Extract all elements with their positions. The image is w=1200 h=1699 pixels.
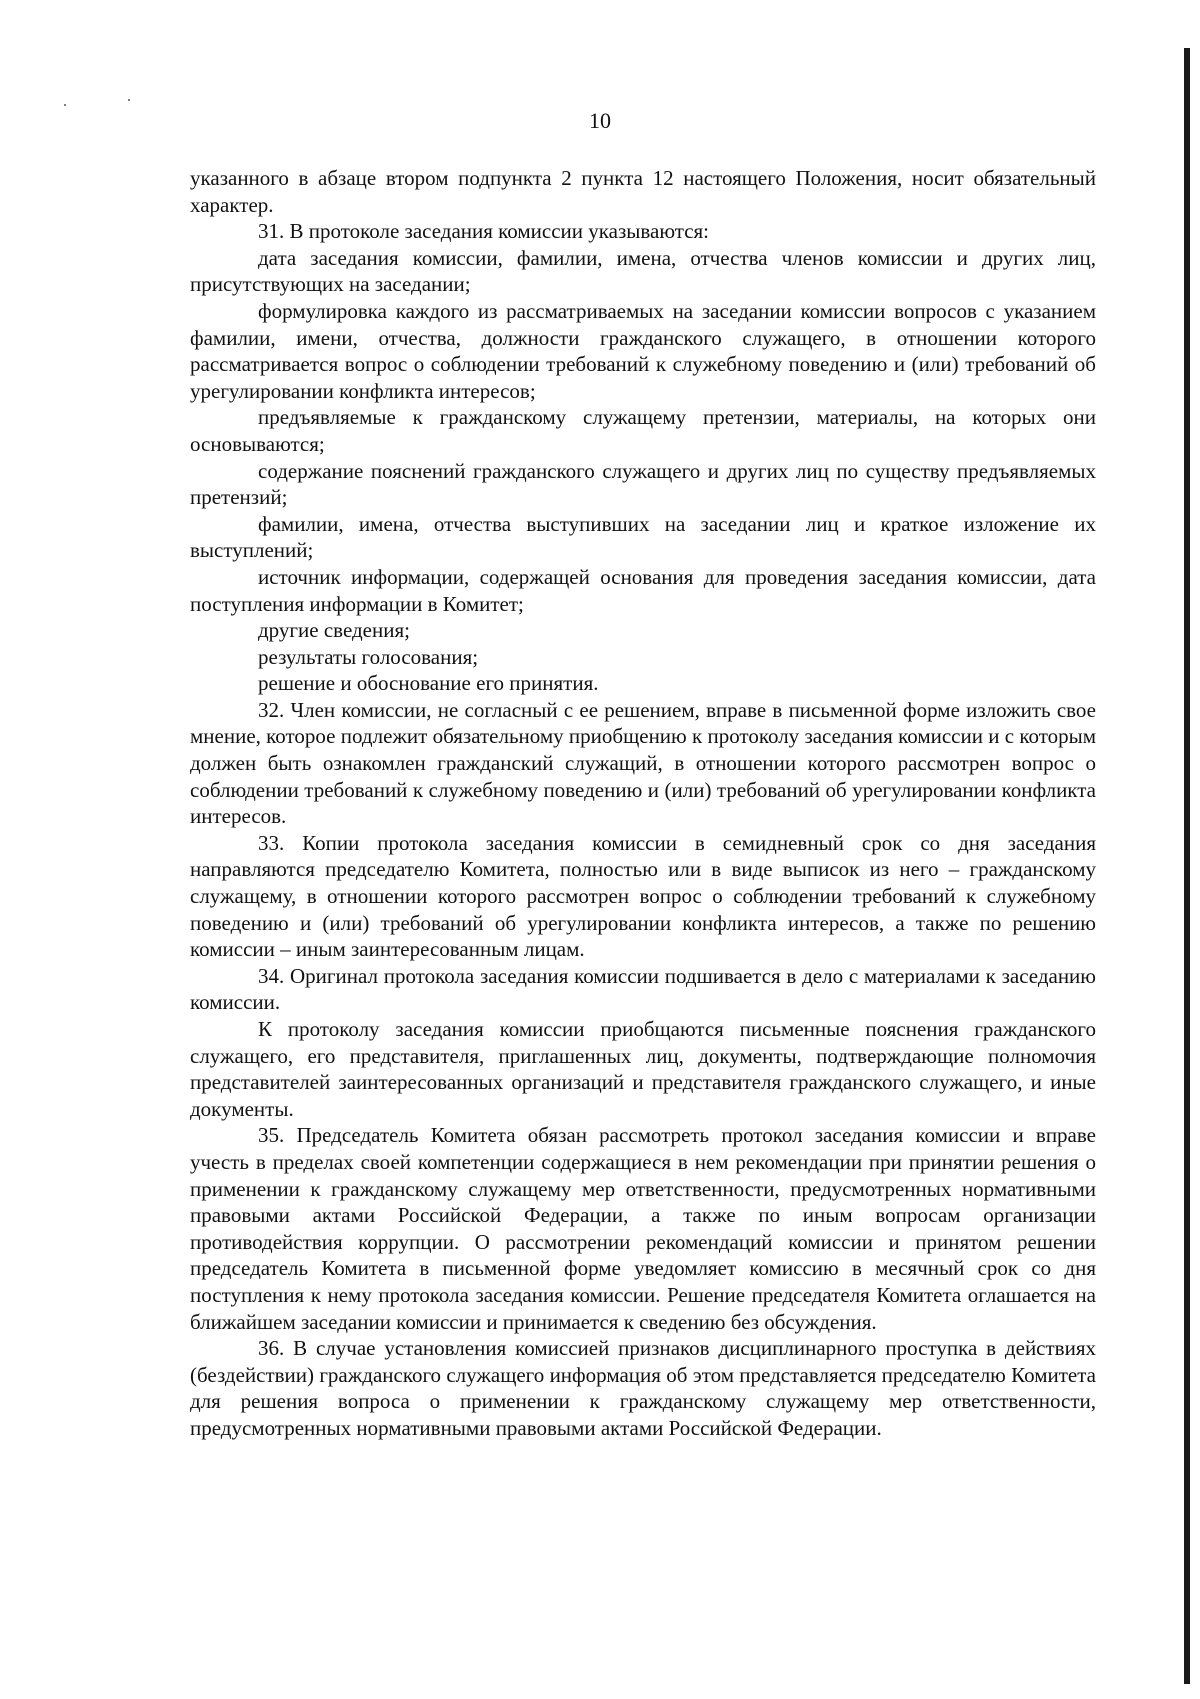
paragraph-32: 32. Член комиссии, не согласный с ее решением, вправе в письменной форме изложить свое мнение, которое подлежит обязательному приобщению к протоколу заседания комиссии и с которым должен быть ознакомлен гражданский служащий, в отношении которого рассмотрен вопрос о соблюдении требований к служебному поведению и (или) требований об урегулировании конфликта интересов.	[190, 697, 1096, 829]
list-item-meeting-date: дата заседания комиссии, фамилии, имена, отчества членов комиссии и других лиц, присутствующих на заседании;	[190, 245, 1096, 297]
paragraph-34: 34. Оригинал протокола заседания комиссии подшивается в дело с материалами к заседанию комиссии.	[190, 963, 1096, 1015]
list-item-explanations: содержание пояснений гражданского служащего и других лиц по существу предъявляемых претензий;	[190, 458, 1096, 510]
document-body	[190, 165, 1096, 1442]
paragraph-36: 36. В случае установления комиссией признаков дисциплинарного проступка в действиях (бездействии) гражданского служащего информация об этом представляется председателю Комитета для решения вопроса о применении к гражданскому служащему мер ответственности, предусмотренных нормативными правовыми актами Российской Федерации.	[190, 1336, 1096, 1440]
paragraph-35: 35. Председатель Комитета обязан рассмотреть протокол заседания комиссии и вправе учесть в пределах своей компетенции содержащиеся в нем рекомендации при принятии решения о применении к гражданскому служащему мер ответственности, предусмотренных нормативными правовыми актами Российской Федерации, а также по иным вопросам организации противодействия коррупции. О рассмотрении рекомендаций комиссии и принятом решении председатель Комитета в письменной форме уведомляет комиссию в месячный срок со дня поступления к нему протокола заседания комиссии. Решение председателя Комитета оглашается на ближайшем заседании комиссии и принимается к сведению без обсуждения.	[190, 1123, 1096, 1334]
paragraph-33: 33. Копии протокола заседания комиссии в семидневный срок со дня заседания направляются председателю Комитета, полностью или в виде выписок из него – гражданскому служащему, в отношении которого рассмотрен вопрос о соблюдении требований к служебному поведению и (или) требований об урегулировании конфликта интересов, а также по решению комиссии – иным заинтересованным лицам.	[190, 830, 1096, 962]
list-item-question-wording: формулировка каждого из рассматриваемых на заседании комиссии вопросов с указанием фамилии, имени, отчества, должности гражданского служащего, в отношении которого рассматривается вопрос о соблюдении требований к служебному поведению и (или) требований об урегулировании конфликта интересов;	[190, 298, 1096, 403]
list-item-information-source: источник информации, содержащей основания для проведения заседания комиссии, дата поступления информации в Комитет;	[190, 564, 1096, 616]
scan-speck	[64, 104, 66, 106]
list-item-speakers: фамилии, имена, отчества выступивших на заседании лиц и краткое изложение их выступлений;	[190, 511, 1096, 563]
list-item-voting-results: результаты голосования;	[258, 644, 479, 669]
scan-edge-shadow	[1184, 48, 1190, 1684]
list-item-other-info: другие сведения;	[258, 618, 410, 643]
list-item-claims: предъявляемые к гражданскому служащему претензии, материалы, на которых они основываются;	[190, 405, 1096, 456]
scan-speck	[128, 99, 130, 101]
paragraph-continuation: указанного в абзаце втором подпункта 2 пункта 12 настоящего Положения, носит обязательный характер.	[190, 166, 1096, 217]
paragraph-34-attachments: К протоколу заседания комиссии приобщаются письменные пояснения гражданского служащего, его представителя, приглашенных лиц, документы, подтверждающие полномочия представителей заинтересованных организаций и представителя гражданского служащего, и иные документы.	[190, 1017, 1096, 1121]
paragraph-31: 31. В протоколе заседания комиссии указываются:	[258, 219, 710, 244]
list-item-decision: решение и обоснование его принятия.	[258, 671, 599, 696]
page-number: 10	[589, 108, 611, 133]
